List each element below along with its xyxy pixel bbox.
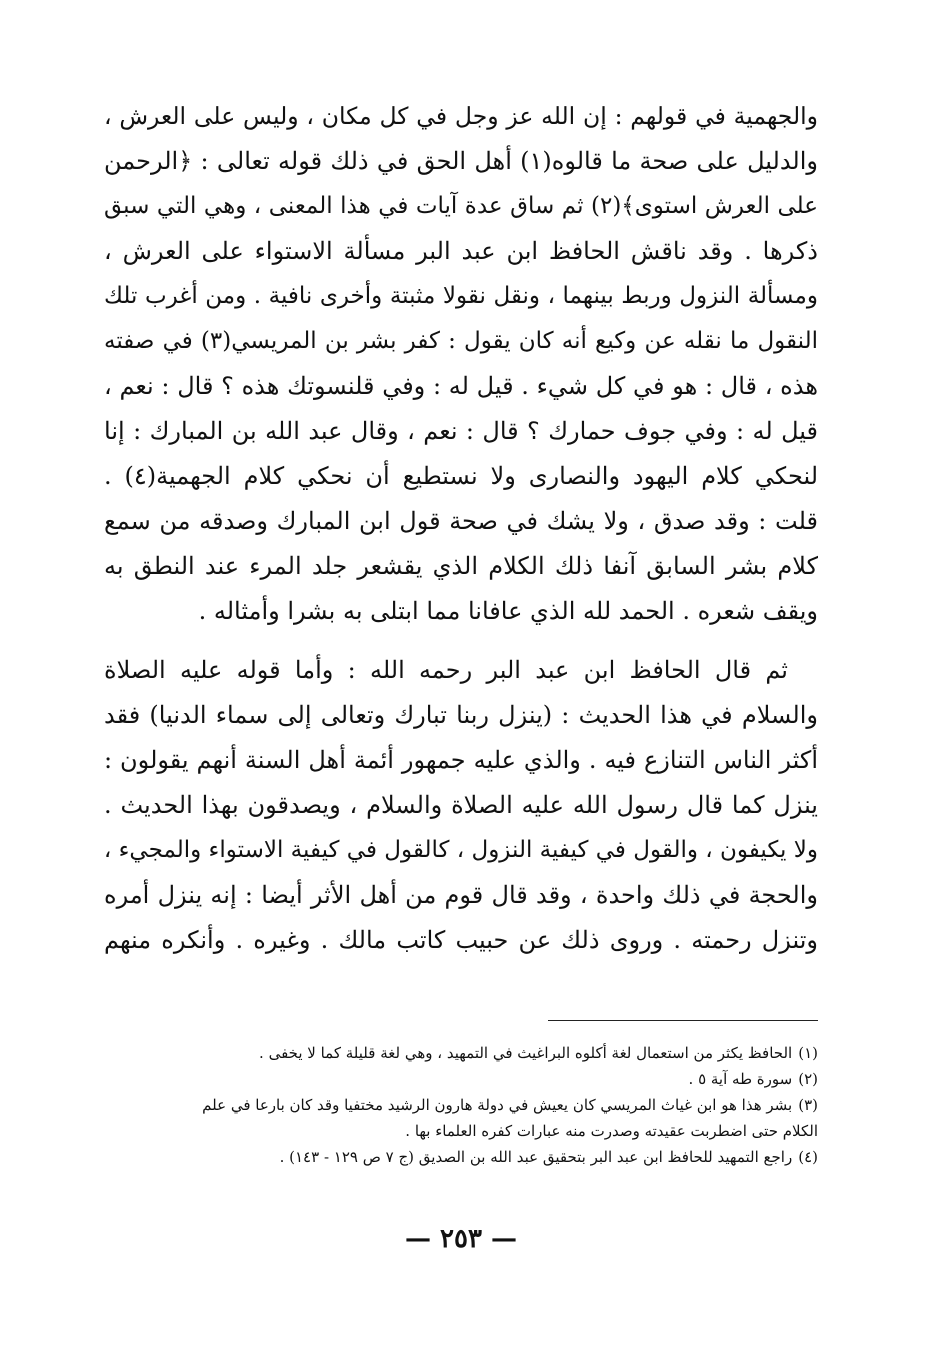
paragraph-gap [104, 634, 818, 648]
text-line: كلام بشر السابق آنفا ذلك الكلام الذي يقشعر جلد المرء عند النطق به [104, 552, 818, 580]
footnote-1 [104, 1040, 818, 1066]
footnote-3 [104, 1092, 818, 1118]
main-text [104, 94, 818, 963]
footnote-number: (٢) [798, 1070, 818, 1088]
text-line: والدليل على صحة ما قالوه(١) أهل الحق في ذلك قوله تعالى : ﴿الرحمن [104, 147, 818, 175]
footnote-number: (١) [798, 1044, 818, 1062]
text-line: قلت : وقد صدق ، ولا يشك في صحة قول ابن المبارك وصدقه من سمع [104, 507, 818, 535]
footnote-number: (٤) [798, 1148, 818, 1166]
text-line: ولا يكيفون ، والقول في كيفية النزول ، كالقول في كيفية الاستواء والمجيء ، [104, 837, 818, 863]
book-page [104, 94, 818, 1294]
footnote-text: سورة طه آية ٥ . [688, 1070, 793, 1088]
text-line: ثم قال الحافظ ابن عبد البر رحمه الله : وأما قوله عليه الصلاة [104, 656, 788, 684]
footnote-separator [548, 1020, 818, 1021]
text-line: والسلام في هذا الحديث : (ينزل ربنا تبارك وتعالى إلى سماء الدنيا) فقد [104, 701, 818, 729]
footnote-text: راجع التمهيد للحافظ ابن عبد البر بتحقيق عبد الله بن الصديق (ج ٧ ص ١٢٩ - ١٤٣) . [279, 1148, 793, 1166]
text-line: والجهمية في قولهم : إن الله عز وجل في كل مكان ، وليس على العرش ، [104, 102, 818, 130]
footnote-4 [104, 1144, 818, 1170]
footnotes [104, 1040, 818, 1170]
text-line: النقول ما نقله عن وكيع أنه كان يقول : كفر بشر بن المريسي(٣) في صفته [104, 328, 818, 354]
text-line: أكثر الناس التنازع فيه . والذي عليه جمهور أئمة أهل السنة أنهم يقولون : [104, 746, 818, 774]
text-line: على العرش استوى﴾(٢) ثم ساق عدة آيات في هذا المعنى ، وهي التي سبق [104, 193, 818, 219]
text-line: ينزل كما قال رسول الله عليه الصلاة والسلام ، ويصدقون بهذا الحديث . [104, 791, 818, 819]
text-line: ذكرها . وقد ناقش الحافظ ابن عبد البر مسألة الاستواء على العرش ، [104, 237, 818, 265]
text-line: والحجة في ذلك واحدة ، وقد قال قوم من أهل الأثر أيضا : إنه ينزل أمره [104, 881, 818, 909]
footnote-text: بشر هذا هو ابن غياث المريسي كان يعيش في دولة هارون الرشيد مختفيا وقد كان بارعا في علم [202, 1096, 793, 1114]
footnote-text: الحافظ يكثر من استعمال لغة أكلوه البراغيث في التمهيد ، وهي لغة قليلة كما لا يخفى . [259, 1044, 793, 1062]
text-line: وتنزل رحمته . وروى ذلك عن حبيب كاتب مالك . وغيره . وأنكره منهم [104, 926, 818, 954]
footnote-3-continuation: الكلام حتى اضطربت عقيدته وصدرت منه عبارات كفره العلماء بها . [405, 1122, 818, 1140]
text-line: هذه ، قال : هو في كل شيء . قيل له : وفي قلنسوتك هذه ؟ قال : نعم ، [104, 372, 818, 400]
footnote-number: (٣) [798, 1096, 818, 1114]
text-line: لنحكي كلام اليهود والنصارى ولا نستطيع أن نحكي كلام الجهمية(٤) . [104, 462, 818, 490]
footnote-2 [104, 1066, 818, 1092]
text-line: ومسألة النزول وربط بينهما ، ونقل نقولا مثبتة وأخرى نافية . ومن أغرب تلك [104, 283, 818, 309]
text-line: قيل له : وفي جوف حمارك ؟ قال : نعم ، وقال عبد الله بن المبارك : إنا [104, 417, 818, 445]
page-number: — ٢٥٣ — [404, 1224, 518, 1254]
text-line: ويقف شعره . الحمد لله الذي عافانا مما ابتلى به بشرا وأمثاله . [198, 597, 818, 625]
